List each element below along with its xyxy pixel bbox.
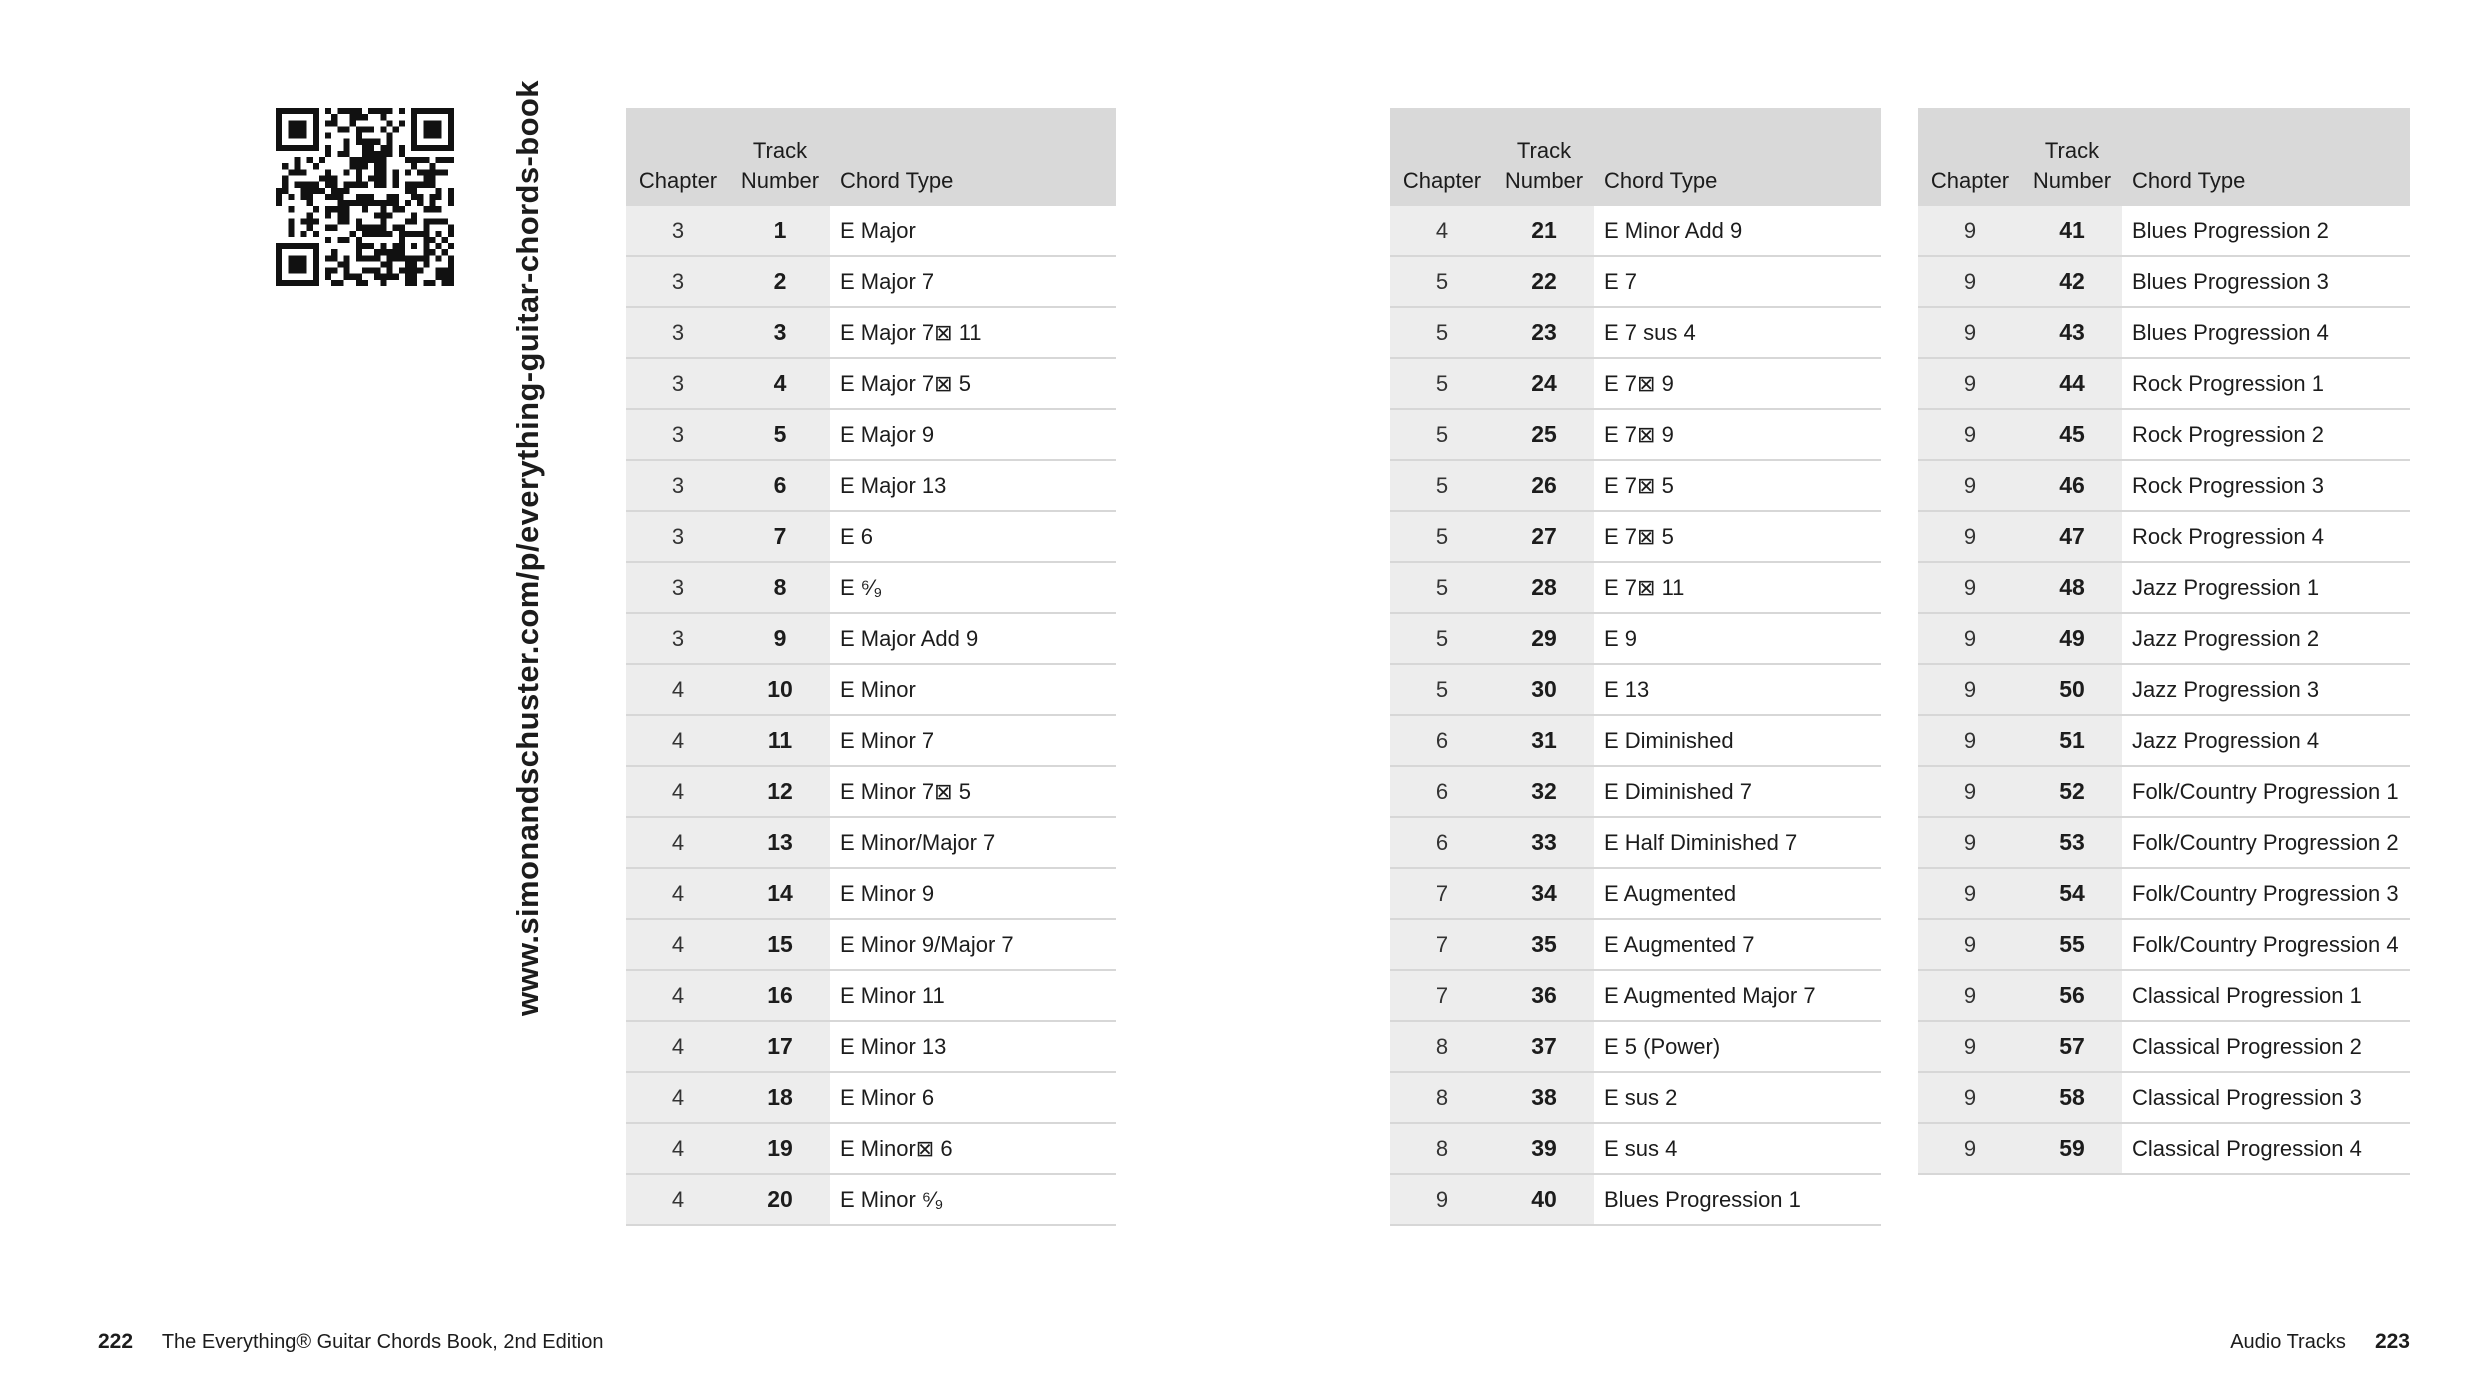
track-number-cell: 55 xyxy=(2022,919,2122,970)
table-row xyxy=(1390,817,1881,868)
table-row xyxy=(1918,460,2410,511)
chord-type-cell: Jazz Progression 4 xyxy=(2122,715,2410,766)
chord-type-cell: Classical Progression 1 xyxy=(2122,970,2410,1021)
chord-type-cell: Blues Progression 4 xyxy=(2122,307,2410,358)
track-number-cell: 56 xyxy=(2022,970,2122,1021)
chord-type-cell: E sus 2 xyxy=(1594,1072,1881,1123)
table-row xyxy=(626,817,1116,868)
table-row xyxy=(1390,613,1881,664)
chapter-cell: 9 xyxy=(1918,409,2022,460)
track-number-cell: 43 xyxy=(2022,307,2122,358)
table-row xyxy=(1390,868,1881,919)
audio-tracks-table-2 xyxy=(1390,108,1881,1226)
chord-type-cell: E 7⊠ 9 xyxy=(1594,409,1881,460)
track-number-cell: 48 xyxy=(2022,562,2122,613)
chord-type-cell: Rock Progression 2 xyxy=(2122,409,2410,460)
table-row xyxy=(1390,256,1881,307)
chapter-cell: 4 xyxy=(626,715,730,766)
chapter-cell: 8 xyxy=(1390,1072,1494,1123)
table-row xyxy=(1390,562,1881,613)
chord-type-cell: E 7⊠ 5 xyxy=(1594,511,1881,562)
track-number-cell: 38 xyxy=(1494,1072,1594,1123)
track-number-cell: 34 xyxy=(1494,868,1594,919)
chord-type-cell: E ⁶⁄₉ xyxy=(830,562,1116,613)
track-number-cell: 46 xyxy=(2022,460,2122,511)
track-number-cell: 2 xyxy=(730,256,830,307)
chord-type-cell: E Major xyxy=(830,206,1116,256)
chord-type-cell: Jazz Progression 1 xyxy=(2122,562,2410,613)
chord-type-cell: E Major 7⊠ 11 xyxy=(830,307,1116,358)
track-number-cell: 21 xyxy=(1494,206,1594,256)
chapter-cell: 3 xyxy=(626,409,730,460)
table-row xyxy=(1918,1072,2410,1123)
chapter-cell: 4 xyxy=(626,919,730,970)
qr-code xyxy=(276,108,454,286)
chapter-cell: 5 xyxy=(1390,664,1494,715)
table-row xyxy=(1390,511,1881,562)
table-header-row xyxy=(1390,108,1881,206)
track-number-cell: 44 xyxy=(2022,358,2122,409)
chord-type-cell: E Minor 11 xyxy=(830,970,1116,1021)
table-row xyxy=(1918,206,2410,256)
header-chapter: Chapter xyxy=(1390,108,1494,206)
table-row xyxy=(1918,256,2410,307)
chapter-cell: 5 xyxy=(1390,613,1494,664)
chapter-cell: 9 xyxy=(1918,664,2022,715)
footer-left xyxy=(98,1328,603,1356)
track-number-cell: 27 xyxy=(1494,511,1594,562)
page-number-right: 223 xyxy=(2374,1330,2410,1353)
table-row xyxy=(1918,715,2410,766)
chord-type-cell: Classical Progression 2 xyxy=(2122,1021,2410,1072)
track-number-cell: 36 xyxy=(1494,970,1594,1021)
chapter-cell: 5 xyxy=(1390,562,1494,613)
table-row xyxy=(1390,206,1881,256)
chapter-cell: 9 xyxy=(1918,256,2022,307)
table-row xyxy=(1390,664,1881,715)
table-row xyxy=(626,1123,1116,1174)
chord-type-cell: E Minor⊠ 6 xyxy=(830,1123,1116,1174)
header-chord-type: Chord Type xyxy=(830,108,1116,206)
chord-type-cell: E Minor 13 xyxy=(830,1021,1116,1072)
chapter-cell: 3 xyxy=(626,206,730,256)
track-number-cell: 24 xyxy=(1494,358,1594,409)
track-number-cell: 18 xyxy=(730,1072,830,1123)
table-row xyxy=(1918,409,2410,460)
book-url[interactable]: www.simonandschuster.com/p/everything-guitar-chords-book xyxy=(510,80,545,1016)
chord-type-cell: Blues Progression 1 xyxy=(1594,1174,1881,1225)
chord-type-cell: E sus 4 xyxy=(1594,1123,1881,1174)
track-number-cell: 8 xyxy=(730,562,830,613)
footer-right xyxy=(2230,1328,2410,1356)
chapter-cell: 8 xyxy=(1390,1123,1494,1174)
table-row xyxy=(1390,766,1881,817)
table-row xyxy=(1390,1021,1881,1072)
chord-type-cell: E Augmented xyxy=(1594,868,1881,919)
chord-type-cell: Folk/Country Progression 3 xyxy=(2122,868,2410,919)
chapter-cell: 5 xyxy=(1390,409,1494,460)
track-number-cell: 16 xyxy=(730,970,830,1021)
chapter-cell: 7 xyxy=(1390,919,1494,970)
table-row xyxy=(626,868,1116,919)
track-number-cell: 49 xyxy=(2022,613,2122,664)
track-number-cell: 1 xyxy=(730,206,830,256)
table-row xyxy=(626,206,1116,256)
table-row xyxy=(626,613,1116,664)
book-title: The Everything® Guitar Chords Book, 2nd Edition xyxy=(161,1331,604,1353)
chord-type-cell: E Augmented 7 xyxy=(1594,919,1881,970)
chord-type-cell: Classical Progression 4 xyxy=(2122,1123,2410,1174)
track-number-cell: 33 xyxy=(1494,817,1594,868)
chapter-cell: 3 xyxy=(626,562,730,613)
chord-type-cell: Folk/Country Progression 1 xyxy=(2122,766,2410,817)
table-row xyxy=(626,664,1116,715)
track-number-cell: 28 xyxy=(1494,562,1594,613)
chord-type-cell: E Minor 7 xyxy=(830,715,1116,766)
page-number-left: 222 xyxy=(98,1330,134,1353)
chord-type-cell: E Major 13 xyxy=(830,460,1116,511)
section-title: Audio Tracks xyxy=(2230,1331,2346,1353)
header-track-number: Track Number xyxy=(730,108,830,206)
track-number-cell: 26 xyxy=(1494,460,1594,511)
table-row xyxy=(626,970,1116,1021)
chapter-cell: 9 xyxy=(1918,1123,2022,1174)
table-row xyxy=(1918,1021,2410,1072)
track-number-cell: 3 xyxy=(730,307,830,358)
track-number-cell: 50 xyxy=(2022,664,2122,715)
track-number-cell: 30 xyxy=(1494,664,1594,715)
chord-type-cell: E Diminished xyxy=(1594,715,1881,766)
chord-type-cell: Rock Progression 1 xyxy=(2122,358,2410,409)
table-row xyxy=(1918,664,2410,715)
track-number-cell: 23 xyxy=(1494,307,1594,358)
chord-type-cell: E 7 xyxy=(1594,256,1881,307)
table-row xyxy=(1390,970,1881,1021)
track-number-cell: 42 xyxy=(2022,256,2122,307)
chord-type-cell: E 9 xyxy=(1594,613,1881,664)
table-row xyxy=(1918,766,2410,817)
table-row xyxy=(626,1021,1116,1072)
chapter-cell: 9 xyxy=(1918,817,2022,868)
track-number-cell: 15 xyxy=(730,919,830,970)
table-row xyxy=(626,919,1116,970)
chapter-cell: 4 xyxy=(626,1174,730,1225)
chapter-cell: 6 xyxy=(1390,817,1494,868)
chapter-cell: 3 xyxy=(626,358,730,409)
track-number-cell: 13 xyxy=(730,817,830,868)
table-row xyxy=(626,460,1116,511)
table-row xyxy=(1918,307,2410,358)
chapter-cell: 4 xyxy=(626,970,730,1021)
chord-type-cell: Folk/Country Progression 4 xyxy=(2122,919,2410,970)
track-number-cell: 10 xyxy=(730,664,830,715)
table-row xyxy=(1390,919,1881,970)
table-row xyxy=(626,562,1116,613)
chord-type-cell: E Minor 6 xyxy=(830,1072,1116,1123)
track-number-cell: 29 xyxy=(1494,613,1594,664)
track-number-cell: 14 xyxy=(730,868,830,919)
chapter-cell: 3 xyxy=(626,511,730,562)
chord-type-cell: E Minor 9 xyxy=(830,868,1116,919)
track-number-cell: 9 xyxy=(730,613,830,664)
table-row xyxy=(1390,460,1881,511)
chord-type-cell: E Minor/Major 7 xyxy=(830,817,1116,868)
track-number-cell: 11 xyxy=(730,715,830,766)
chapter-cell: 9 xyxy=(1390,1174,1494,1225)
chord-type-cell: E Major 7⊠ 5 xyxy=(830,358,1116,409)
track-number-cell: 54 xyxy=(2022,868,2122,919)
track-number-cell: 17 xyxy=(730,1021,830,1072)
chord-type-cell: E Major 9 xyxy=(830,409,1116,460)
chord-type-cell: E 13 xyxy=(1594,664,1881,715)
chapter-cell: 9 xyxy=(1918,766,2022,817)
table-row xyxy=(1390,358,1881,409)
table-row xyxy=(626,715,1116,766)
track-number-cell: 52 xyxy=(2022,766,2122,817)
table-row xyxy=(1918,358,2410,409)
track-number-cell: 6 xyxy=(730,460,830,511)
chord-type-cell: Blues Progression 2 xyxy=(2122,206,2410,256)
chord-type-cell: E Major Add 9 xyxy=(830,613,1116,664)
track-number-cell: 19 xyxy=(730,1123,830,1174)
track-number-cell: 39 xyxy=(1494,1123,1594,1174)
table-row xyxy=(1918,562,2410,613)
audio-tracks-table-1 xyxy=(626,108,1116,1226)
header-track-number: Track Number xyxy=(2022,108,2122,206)
chord-type-cell: E Half Diminished 7 xyxy=(1594,817,1881,868)
header-chapter: Chapter xyxy=(626,108,730,206)
chapter-cell: 9 xyxy=(1918,715,2022,766)
table-row xyxy=(1918,817,2410,868)
track-number-cell: 7 xyxy=(730,511,830,562)
table-row xyxy=(1390,1123,1881,1174)
header-chord-type: Chord Type xyxy=(1594,108,1881,206)
table-row xyxy=(626,307,1116,358)
chapter-cell: 3 xyxy=(626,460,730,511)
track-number-cell: 57 xyxy=(2022,1021,2122,1072)
table-row xyxy=(1918,1123,2410,1174)
table-row xyxy=(626,358,1116,409)
chord-type-cell: E 7⊠ 11 xyxy=(1594,562,1881,613)
table-row xyxy=(1918,868,2410,919)
chapter-cell: 5 xyxy=(1390,307,1494,358)
chapter-cell: 4 xyxy=(1390,206,1494,256)
chapter-cell: 3 xyxy=(626,307,730,358)
chord-type-cell: Jazz Progression 3 xyxy=(2122,664,2410,715)
header-chord-type: Chord Type xyxy=(2122,108,2410,206)
table-row xyxy=(1390,1072,1881,1123)
track-number-cell: 32 xyxy=(1494,766,1594,817)
chapter-cell: 5 xyxy=(1390,358,1494,409)
chapter-cell: 9 xyxy=(1918,919,2022,970)
chord-type-cell: E Minor xyxy=(830,664,1116,715)
chord-type-cell: Folk/Country Progression 2 xyxy=(2122,817,2410,868)
table-row xyxy=(1390,1174,1881,1225)
track-number-cell: 12 xyxy=(730,766,830,817)
chapter-cell: 4 xyxy=(626,817,730,868)
chapter-cell: 8 xyxy=(1390,1021,1494,1072)
chord-type-cell: E Major 7 xyxy=(830,256,1116,307)
track-number-cell: 37 xyxy=(1494,1021,1594,1072)
table-row xyxy=(1918,613,2410,664)
track-number-cell: 20 xyxy=(730,1174,830,1225)
chapter-cell: 9 xyxy=(1918,868,2022,919)
chapter-cell: 5 xyxy=(1390,256,1494,307)
chord-type-cell: E 5 (Power) xyxy=(1594,1021,1881,1072)
track-number-cell: 4 xyxy=(730,358,830,409)
chapter-cell: 9 xyxy=(1918,1021,2022,1072)
chord-type-cell: Jazz Progression 2 xyxy=(2122,613,2410,664)
track-number-cell: 53 xyxy=(2022,817,2122,868)
chapter-cell: 5 xyxy=(1390,511,1494,562)
chapter-cell: 5 xyxy=(1390,460,1494,511)
table-header-row xyxy=(1918,108,2410,206)
chord-type-cell: Blues Progression 3 xyxy=(2122,256,2410,307)
chapter-cell: 9 xyxy=(1918,307,2022,358)
table-header-row xyxy=(626,108,1116,206)
track-number-cell: 35 xyxy=(1494,919,1594,970)
table-row xyxy=(626,511,1116,562)
track-number-cell: 47 xyxy=(2022,511,2122,562)
table-row xyxy=(626,256,1116,307)
track-number-cell: 45 xyxy=(2022,409,2122,460)
track-number-cell: 31 xyxy=(1494,715,1594,766)
track-number-cell: 22 xyxy=(1494,256,1594,307)
chord-type-cell: E Augmented Major 7 xyxy=(1594,970,1881,1021)
table-row xyxy=(626,1072,1116,1123)
chord-type-cell: E 7⊠ 9 xyxy=(1594,358,1881,409)
chord-type-cell: E Minor 9/Major 7 xyxy=(830,919,1116,970)
chord-type-cell: E Minor Add 9 xyxy=(1594,206,1881,256)
chapter-cell: 4 xyxy=(626,1072,730,1123)
chord-type-cell: E 7 sus 4 xyxy=(1594,307,1881,358)
chapter-cell: 6 xyxy=(1390,715,1494,766)
chapter-cell: 6 xyxy=(1390,766,1494,817)
track-number-cell: 58 xyxy=(2022,1072,2122,1123)
track-number-cell: 5 xyxy=(730,409,830,460)
chapter-cell: 9 xyxy=(1918,970,2022,1021)
chapter-cell: 4 xyxy=(626,1123,730,1174)
chord-type-cell: E 6 xyxy=(830,511,1116,562)
chapter-cell: 7 xyxy=(1390,970,1494,1021)
chapter-cell: 9 xyxy=(1918,562,2022,613)
chapter-cell: 3 xyxy=(626,256,730,307)
track-number-cell: 59 xyxy=(2022,1123,2122,1174)
chapter-cell: 3 xyxy=(626,613,730,664)
table-row xyxy=(626,409,1116,460)
chapter-cell: 4 xyxy=(626,664,730,715)
chord-type-cell: E Minor ⁶⁄₉ xyxy=(830,1174,1116,1225)
table-row xyxy=(1390,307,1881,358)
audio-tracks-table-3 xyxy=(1918,108,2410,1175)
chapter-cell: 9 xyxy=(1918,613,2022,664)
chapter-cell: 4 xyxy=(626,1021,730,1072)
chord-type-cell: E Minor 7⊠ 5 xyxy=(830,766,1116,817)
chapter-cell: 9 xyxy=(1918,460,2022,511)
track-number-cell: 40 xyxy=(1494,1174,1594,1225)
track-number-cell: 25 xyxy=(1494,409,1594,460)
table-row xyxy=(1918,970,2410,1021)
table-row xyxy=(626,766,1116,817)
chord-type-cell: E 7⊠ 5 xyxy=(1594,460,1881,511)
header-chapter: Chapter xyxy=(1918,108,2022,206)
chapter-cell: 9 xyxy=(1918,511,2022,562)
track-number-cell: 41 xyxy=(2022,206,2122,256)
chapter-cell: 4 xyxy=(626,868,730,919)
table-row xyxy=(1390,409,1881,460)
header-track-number: Track Number xyxy=(1494,108,1594,206)
chord-type-cell: Rock Progression 3 xyxy=(2122,460,2410,511)
table-row xyxy=(1918,919,2410,970)
table-row xyxy=(1918,511,2410,562)
chapter-cell: 7 xyxy=(1390,868,1494,919)
table-row xyxy=(1390,715,1881,766)
chord-type-cell: Rock Progression 4 xyxy=(2122,511,2410,562)
chapter-cell: 4 xyxy=(626,766,730,817)
chord-type-cell: E Diminished 7 xyxy=(1594,766,1881,817)
table-row xyxy=(626,1174,1116,1225)
track-number-cell: 51 xyxy=(2022,715,2122,766)
chord-type-cell: Classical Progression 3 xyxy=(2122,1072,2410,1123)
chapter-cell: 9 xyxy=(1918,206,2022,256)
chapter-cell: 9 xyxy=(1918,1072,2022,1123)
chapter-cell: 9 xyxy=(1918,358,2022,409)
